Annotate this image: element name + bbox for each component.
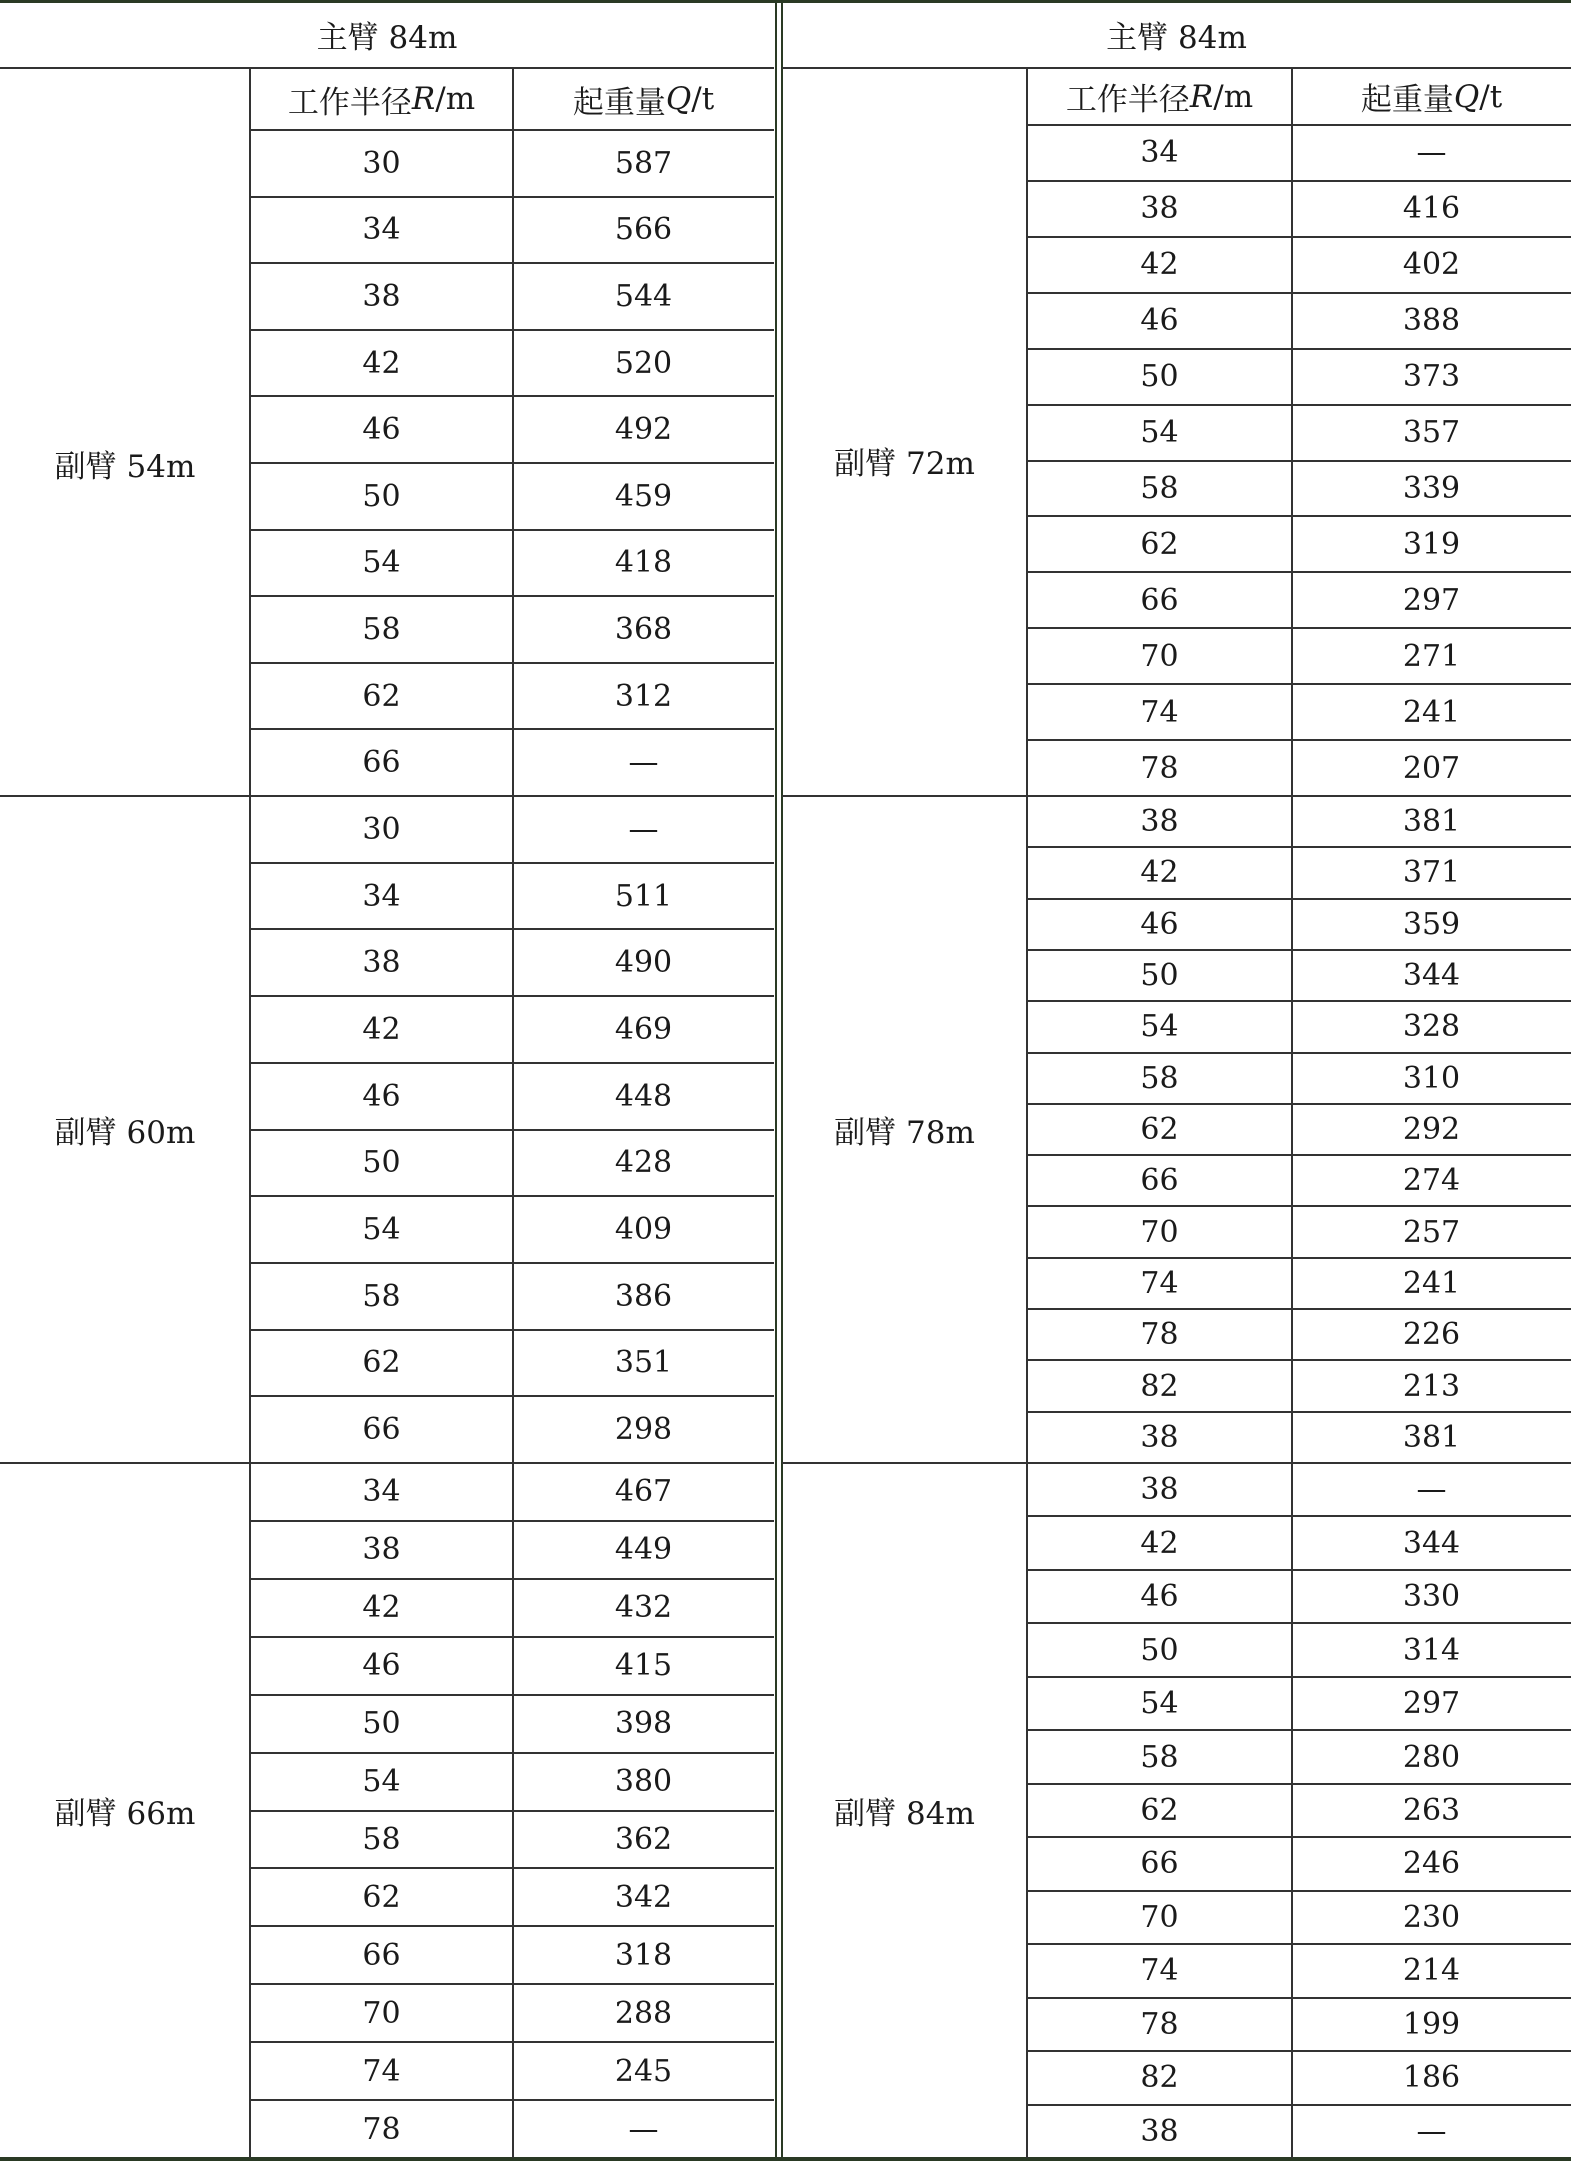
group-label: 副臂 66m <box>54 1796 196 1832</box>
radius-cell: 62 <box>362 1879 401 1915</box>
radius-cell: 50 <box>362 1706 401 1742</box>
radius-cell: 58 <box>1140 1739 1179 1775</box>
radius-cell: 46 <box>362 412 401 448</box>
radius-cell: 74 <box>362 2053 401 2089</box>
load-cell: 587 <box>614 145 673 181</box>
table-title: 主臂 84m <box>1106 19 1247 56</box>
table-title: 主臂 84m <box>316 19 458 56</box>
load-cell: 544 <box>614 278 673 314</box>
radius-cell: 54 <box>362 1212 401 1248</box>
radius-cell: 70 <box>1140 638 1179 674</box>
radius-cell: 58 <box>362 1821 401 1857</box>
radius-cell: 74 <box>1140 694 1179 730</box>
group-label: 副臂 78m <box>834 1115 975 1151</box>
radius-cell: 78 <box>1140 1317 1179 1353</box>
load-cell: — <box>628 811 659 847</box>
radius-cell: 62 <box>362 1345 401 1381</box>
radius-cell: 70 <box>1140 1214 1179 1250</box>
load-cell: 246 <box>1402 1846 1461 1882</box>
radius-cell: 58 <box>362 1278 401 1314</box>
load-cell: 245 <box>614 2053 673 2089</box>
load-cell: 467 <box>614 1474 673 1510</box>
group-label: 副臂 72m <box>834 446 975 482</box>
load-cell: 199 <box>1402 2006 1461 2042</box>
load-cell: 213 <box>1402 1368 1461 1404</box>
radius-cell: 42 <box>1140 855 1179 891</box>
radius-cell: 82 <box>1140 2060 1179 2096</box>
radius-cell: 42 <box>362 1590 401 1626</box>
radius-cell: 50 <box>1140 1632 1179 1668</box>
load-cell: 342 <box>614 1879 673 1915</box>
panel-divider <box>775 0 777 2158</box>
load-cell: — <box>628 745 659 781</box>
load-cell: 469 <box>614 1011 673 1047</box>
radius-cell: 58 <box>1140 470 1179 506</box>
radius-cell: 38 <box>362 1532 401 1568</box>
radius-cell: 70 <box>1140 1899 1179 1935</box>
load-cell: 409 <box>614 1212 673 1248</box>
load-cell: 386 <box>614 1278 673 1314</box>
radius-cell: 58 <box>1140 1060 1179 1096</box>
load-cell: 241 <box>1402 694 1461 730</box>
load-cell: 214 <box>1402 1953 1461 1989</box>
load-cell: 381 <box>1402 1419 1461 1455</box>
header-text: 起重量 <box>1360 82 1454 118</box>
radius-cell: 66 <box>1140 1846 1179 1882</box>
header-unit: /m <box>1213 78 1254 115</box>
radius-cell: 62 <box>1140 1792 1179 1828</box>
load-cell: 402 <box>1402 247 1461 283</box>
radius-cell: 50 <box>1140 958 1179 994</box>
load-cell: 339 <box>1402 470 1461 506</box>
radius-cell: 30 <box>362 145 401 181</box>
group-label: 副臂 60m <box>54 1115 196 1151</box>
header-text: 工作半径 <box>1065 82 1190 118</box>
radius-cell: 38 <box>1140 2113 1179 2149</box>
load-cell: 566 <box>614 212 673 248</box>
header-text: 工作半径 <box>287 84 412 121</box>
radius-cell: 46 <box>1140 303 1179 339</box>
radius-cell: 54 <box>1140 1686 1179 1722</box>
load-cell: 511 <box>614 878 673 914</box>
radius-cell: 42 <box>1140 1525 1179 1561</box>
radius-cell: 50 <box>362 1145 401 1181</box>
load-cell: 432 <box>614 1590 673 1626</box>
radius-cell: 38 <box>1140 804 1179 840</box>
load-cell: 292 <box>1402 1111 1461 1147</box>
radius-cell: 46 <box>362 1078 401 1114</box>
load-cell: 310 <box>1402 1060 1461 1096</box>
radius-cell: 50 <box>1140 359 1179 395</box>
load-cell: 362 <box>614 1821 673 1857</box>
load-cell: 492 <box>614 412 673 448</box>
load-cell: 380 <box>614 1764 673 1800</box>
load-cell: 448 <box>614 1078 673 1114</box>
load-cell: 371 <box>1402 855 1461 891</box>
load-cell: 318 <box>614 1937 673 1973</box>
radius-cell: 54 <box>1140 415 1179 451</box>
load-cell: 297 <box>1402 1686 1461 1722</box>
load-cell: 368 <box>614 611 673 647</box>
load-cell: 263 <box>1402 1792 1461 1828</box>
header-variable: R <box>1189 78 1214 115</box>
load-cell: 351 <box>614 1345 673 1381</box>
load-cell: 359 <box>1402 906 1461 942</box>
radius-cell: 34 <box>1140 135 1179 171</box>
radius-cell: 62 <box>1140 526 1179 562</box>
load-cell: 520 <box>614 345 673 381</box>
load-cell: 274 <box>1402 1163 1461 1199</box>
load-cell: 330 <box>1402 1579 1461 1615</box>
header-variable: Q <box>665 81 692 117</box>
load-cell: — <box>1416 2113 1447 2149</box>
load-cell: 357 <box>1402 415 1461 451</box>
radius-cell: 38 <box>1140 1472 1179 1508</box>
load-cell: — <box>1416 135 1447 171</box>
radius-cell: 34 <box>362 878 401 914</box>
column-header-radius <box>1027 68 1292 125</box>
radius-cell: 38 <box>362 945 401 981</box>
header-unit: /m <box>435 81 476 117</box>
radius-cell: 38 <box>1140 1419 1179 1455</box>
header-text: 起重量 <box>572 84 666 121</box>
radius-cell: 62 <box>362 678 401 714</box>
radius-cell: 66 <box>1140 582 1179 618</box>
radius-cell: 66 <box>362 1937 401 1973</box>
header-unit: /t <box>1479 78 1503 115</box>
load-cell: 388 <box>1402 303 1461 339</box>
load-cell: 312 <box>614 678 673 714</box>
group-label: 副臂 84m <box>834 1796 975 1832</box>
load-cell: 490 <box>614 945 673 981</box>
radius-cell: 66 <box>362 745 401 781</box>
load-cell: 186 <box>1402 2060 1461 2096</box>
radius-cell: 34 <box>362 1474 401 1510</box>
group-label: 副臂 54m <box>54 448 196 485</box>
load-cell: 449 <box>614 1532 673 1568</box>
header-variable: Q <box>1453 78 1480 115</box>
load-cell: 398 <box>614 1706 673 1742</box>
load-cell: 373 <box>1402 359 1461 395</box>
radius-cell: 46 <box>1140 906 1179 942</box>
radius-cell: 30 <box>362 811 401 847</box>
radius-cell: 46 <box>1140 1579 1179 1615</box>
load-cell: — <box>628 2111 659 2147</box>
load-cell: 344 <box>1402 958 1461 994</box>
radius-cell: 82 <box>1140 1368 1179 1404</box>
radius-cell: 58 <box>362 611 401 647</box>
column-header-load <box>1292 68 1571 125</box>
load-cell: 207 <box>1402 750 1461 786</box>
radius-cell: 46 <box>362 1648 401 1684</box>
column-header-load <box>513 68 774 130</box>
load-cell: 280 <box>1402 1739 1461 1775</box>
header-unit: /t <box>691 81 715 117</box>
header-variable: R <box>411 81 436 117</box>
radius-cell: 42 <box>1140 247 1179 283</box>
radius-cell: 78 <box>1140 2006 1179 2042</box>
radius-cell: 66 <box>1140 1163 1179 1199</box>
load-cell: 230 <box>1402 1899 1461 1935</box>
radius-cell: 66 <box>362 1412 401 1448</box>
radius-cell: 50 <box>362 478 401 514</box>
load-cell: 428 <box>614 1145 673 1181</box>
load-cell: 319 <box>1402 526 1461 562</box>
column-header-radius <box>250 68 513 130</box>
load-cell: 288 <box>614 1995 673 2031</box>
load-cell: — <box>1416 1472 1447 1508</box>
load-cell: 297 <box>1402 582 1461 618</box>
radius-cell: 38 <box>362 278 401 314</box>
load-cell: 241 <box>1402 1265 1461 1301</box>
radius-cell: 38 <box>1140 191 1179 227</box>
radius-cell: 54 <box>362 1764 401 1800</box>
load-cell: 344 <box>1402 1525 1461 1561</box>
radius-cell: 78 <box>1140 750 1179 786</box>
load-cell: 328 <box>1402 1009 1461 1045</box>
radius-cell: 74 <box>1140 1265 1179 1301</box>
load-cell: 226 <box>1402 1317 1461 1353</box>
load-cell: 416 <box>1402 191 1461 227</box>
load-cell: 415 <box>614 1648 673 1684</box>
radius-cell: 54 <box>1140 1009 1179 1045</box>
radius-cell: 62 <box>1140 1111 1179 1147</box>
load-cell: 271 <box>1402 638 1461 674</box>
load-cell: 257 <box>1402 1214 1461 1250</box>
radius-cell: 34 <box>362 212 401 248</box>
radius-cell: 78 <box>362 2111 401 2147</box>
radius-cell: 54 <box>362 545 401 581</box>
load-cell: 418 <box>614 545 673 581</box>
radius-cell: 70 <box>362 1995 401 2031</box>
radius-cell: 42 <box>362 1011 401 1047</box>
load-cell: 381 <box>1402 804 1461 840</box>
load-cell: 459 <box>614 478 673 514</box>
radius-cell: 42 <box>362 345 401 381</box>
load-cell: 298 <box>614 1412 673 1448</box>
load-cell: 314 <box>1402 1632 1461 1668</box>
radius-cell: 74 <box>1140 1953 1179 1989</box>
